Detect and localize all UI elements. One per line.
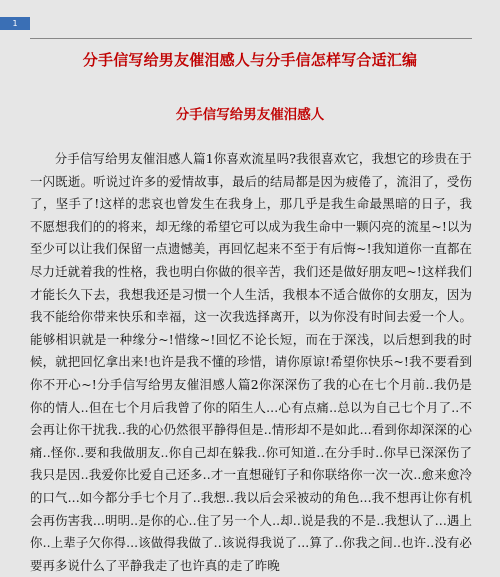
section-heading: 分手信写给男友催泪感人 [175, 107, 325, 123]
document-title: 分手信写给男友催泪感人与分手信怎样写合适汇编 [82, 51, 418, 69]
header-rule [30, 38, 472, 39]
page-number-badge: 1 [0, 17, 30, 30]
body-paragraph: 分手信写给男友催泪感人篇1你喜欢流星吗?我很喜欢它，我想它的珍贵在于一闪既逝。听说过许多的爱情故事，最后的结局都是因为疲倦了，流泪了，受伤了，坚手了!这样的悲哀也曾发生在我身上，那几乎是我生命最黑暗的日子，我不愿想我们的的将来，却无缘的希望它可以成为我生命中一颗闪亮的流星~!以为至少可以让我们保留一点遗憾美，再回忆起来不至于有后悔~!我知道你一直都在尽力迁就着我的性格，我也明白你做的很辛苦，我们还是做好朋友吧~!这样我们才能长久下去，我想我还是习惯一个人生活，我根本不适合做你的女朋友，因为我不能给你带来快乐和幸福，这一次我选择离开，以为你没有时间去爱一个人。能够相识就是一种缘分~!惜缘~!回忆不论长短，而在于深浅，以后想到我的时候，就把回忆拿出来!也许是我不懂的珍惜，请你原谅!希望你快乐~!我不要看到你不开心~!分手信写给男友催泪感人篇2你深深伤了我的心在七个月前..我仍是你的情人..但在七个月后我曾了你的陌生人...心有点痛..总以为自己七个月了..不会再让你干扰我..我的心仍然很平静得但是..情形却不是如此...看到你却深深的心痛..怪你..要和我做朋友..你自己却在躲我..你可知道..在分手时..你早已深深伤了我只是因..我爱你比爱自己还多..才一直想碰钉子和你联络你一次一次..愈来愈冷的口气...如今都分手七个月了..我想..我以后会采被动的角色...我不想再让你有机会再伤害我...明明..是你的心..住了另一个人..却..说是我的不是..我想认了...遇上你..上辈子欠你得...该做得我做了..该说得我说了...算了..你我之间..也许..没有必要再多说什么了平静我走了也许真的走了昨晚 [30, 151, 472, 573]
